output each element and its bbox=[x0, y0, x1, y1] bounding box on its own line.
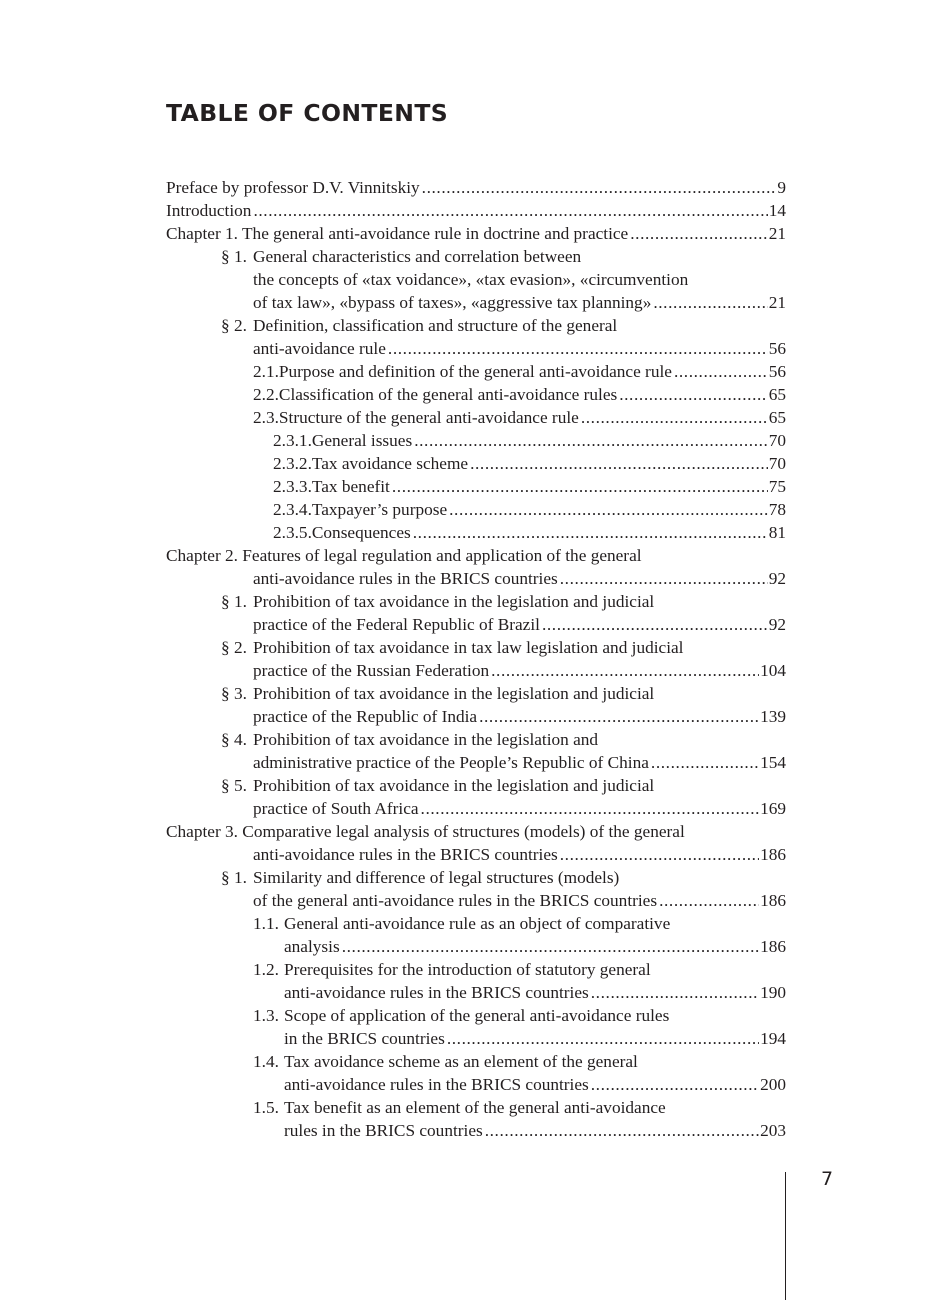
toc-entry-number: 2.3.3. bbox=[273, 477, 312, 496]
toc-entry-title: in the BRICS countries bbox=[284, 1029, 445, 1048]
toc-entry-line bbox=[253, 383, 786, 406]
toc-entry-title: Prohibition of tax avoidance in the legislation and judicial bbox=[253, 776, 655, 795]
toc-entry-line bbox=[221, 705, 786, 728]
toc-entry-line bbox=[253, 1027, 786, 1050]
toc-entry[interactable] bbox=[166, 958, 786, 1004]
toc-entry[interactable] bbox=[166, 1096, 786, 1142]
toc-entry-title: Definition, classification and structure of the general bbox=[253, 316, 618, 335]
page-margin-rule bbox=[785, 1172, 786, 1300]
toc-entry-line bbox=[273, 521, 786, 544]
toc-entry-title: Scope of application of the general anti-avoidance rules bbox=[284, 1006, 670, 1025]
dot-leader bbox=[449, 498, 768, 521]
toc-entry-number: 2.3.2. bbox=[273, 454, 312, 473]
dot-leader bbox=[491, 659, 759, 682]
toc-entry-title: General issues bbox=[311, 431, 413, 450]
toc-entry[interactable] bbox=[166, 406, 786, 429]
toc-entry-number: 2.2. bbox=[253, 385, 279, 404]
toc-entry-page: 21 bbox=[768, 224, 786, 243]
toc-entry-line bbox=[253, 1050, 786, 1073]
dot-leader bbox=[388, 337, 768, 360]
toc-entry-title: administrative practice of the People’s Republic of China bbox=[253, 753, 649, 772]
toc-entry-page: 186 bbox=[760, 937, 786, 956]
toc-entry-title: practice of the Federal Republic of Brazil bbox=[253, 615, 540, 634]
toc-entry-line bbox=[273, 452, 786, 475]
toc-entry-page: 186 bbox=[760, 845, 786, 864]
toc-entry[interactable] bbox=[166, 498, 786, 521]
toc-entry[interactable] bbox=[166, 866, 786, 912]
dot-leader bbox=[253, 199, 767, 222]
toc-entry-line bbox=[253, 981, 786, 1004]
toc-entry[interactable] bbox=[166, 452, 786, 475]
toc-entry-title: practice of the Russian Federation bbox=[253, 661, 490, 680]
toc-entry[interactable] bbox=[166, 820, 786, 866]
toc-entry-title: Chapter 2. Features of legal regulation and application of the general bbox=[166, 546, 642, 565]
toc-entry-line bbox=[166, 176, 786, 199]
toc-entry-line bbox=[273, 475, 786, 498]
toc-entry-page: 186 bbox=[760, 891, 786, 910]
toc-entry-title: Similarity and difference of legal structures (models) bbox=[253, 868, 620, 887]
dot-leader bbox=[414, 429, 768, 452]
dot-leader bbox=[447, 1027, 759, 1050]
toc-entry-page: 200 bbox=[760, 1075, 786, 1094]
toc-entry-page: 70 bbox=[768, 431, 786, 450]
toc-entry-page: 169 bbox=[760, 799, 786, 818]
dot-leader bbox=[674, 360, 768, 383]
toc-entry-title: anti-avoidance rules in the BRICS countries bbox=[284, 983, 589, 1002]
toc-entry[interactable] bbox=[166, 1050, 786, 1096]
toc-entry-title: Tax avoidance scheme bbox=[311, 454, 469, 473]
toc-entry-line bbox=[221, 590, 786, 613]
dot-leader bbox=[479, 705, 759, 728]
toc-entry[interactable] bbox=[166, 245, 786, 314]
toc-entry[interactable] bbox=[166, 590, 786, 636]
dot-leader bbox=[630, 222, 767, 245]
toc-entry-line bbox=[221, 314, 786, 337]
toc-entry-page: 203 bbox=[760, 1121, 786, 1140]
toc-entry-title: anti-avoidance rules in the BRICS countries bbox=[253, 569, 558, 588]
toc-entry-title: of tax law», «bypass of taxes», «aggressive tax planning» bbox=[253, 293, 652, 312]
toc-entry-page: 139 bbox=[760, 707, 786, 726]
toc-entry-line bbox=[253, 1119, 786, 1142]
toc-entry-line bbox=[221, 889, 786, 912]
toc-entry-page: 104 bbox=[760, 661, 786, 680]
toc-entry-title: General anti-avoidance rule as an object of comparative bbox=[284, 914, 671, 933]
toc-entry-line bbox=[273, 498, 786, 521]
toc-entry-title: Prohibition of tax avoidance in the legislation and judicial bbox=[253, 592, 655, 611]
toc-entry-line bbox=[253, 1004, 786, 1027]
toc-entry-line bbox=[221, 659, 786, 682]
toc-entry-line bbox=[166, 222, 786, 245]
toc-entry-line bbox=[221, 291, 786, 314]
toc-entry-number: § 2. bbox=[221, 316, 247, 335]
dot-leader bbox=[560, 843, 759, 866]
toc-entry-line bbox=[253, 1073, 786, 1096]
toc-entry-line bbox=[253, 935, 786, 958]
toc-entry-line bbox=[221, 636, 786, 659]
toc-entry-number: 2.3.1. bbox=[273, 431, 312, 450]
toc-entry-number: 2.3.4. bbox=[273, 500, 312, 519]
toc-entry-title: Tax avoidance scheme as an element of the general bbox=[284, 1052, 638, 1071]
toc-entry-line bbox=[221, 866, 786, 889]
dot-leader bbox=[659, 889, 759, 912]
toc-entry-page: 21 bbox=[768, 293, 786, 312]
toc-entry-title: Structure of the general anti-avoidance rule bbox=[278, 408, 579, 427]
toc-entry-line bbox=[221, 682, 786, 705]
toc-entry-number: § 2. bbox=[221, 638, 247, 657]
toc-entry-line bbox=[253, 1096, 786, 1119]
dot-leader bbox=[470, 452, 768, 475]
toc-entry-number: § 1. bbox=[221, 592, 247, 611]
toc-entry-page: 92 bbox=[768, 615, 786, 634]
toc-entry[interactable] bbox=[166, 383, 786, 406]
toc-entry-title: Preface by professor D.V. Vinnitskiy bbox=[166, 178, 420, 197]
toc-entry-title: anti-avoidance rules in the BRICS countries bbox=[253, 845, 558, 864]
toc-entry-page: 56 bbox=[768, 339, 786, 358]
toc-entry[interactable] bbox=[166, 544, 786, 590]
toc-entry-title: Purpose and definition of the general anti-avoidance rule bbox=[278, 362, 672, 381]
toc-entry-line bbox=[221, 797, 786, 820]
toc-entry[interactable] bbox=[166, 176, 786, 199]
dot-leader bbox=[591, 981, 759, 1004]
toc-entry-title: Prohibition of tax avoidance in tax law legislation and judicial bbox=[253, 638, 684, 657]
toc-entry-page: 75 bbox=[768, 477, 786, 496]
toc-entry[interactable] bbox=[166, 1004, 786, 1050]
toc-entry-line bbox=[221, 268, 786, 291]
toc-entry[interactable] bbox=[166, 682, 786, 728]
toc-entry-page: 56 bbox=[768, 362, 786, 381]
toc-entry-line bbox=[253, 958, 786, 981]
dot-leader bbox=[485, 1119, 759, 1142]
dot-leader bbox=[581, 406, 768, 429]
toc-entry-title: Chapter 3. Comparative legal analysis of structures (models) of the general bbox=[166, 822, 685, 841]
toc-entry-number: 2.1. bbox=[253, 362, 279, 381]
dot-leader bbox=[651, 751, 759, 774]
toc-entry-line bbox=[221, 613, 786, 636]
toc-entry[interactable] bbox=[166, 728, 786, 774]
dot-leader bbox=[560, 567, 768, 590]
toc-entry-number: § 1. bbox=[221, 868, 247, 887]
toc-entry-line bbox=[273, 429, 786, 452]
toc-entry-number: § 1. bbox=[221, 247, 247, 266]
toc-entry-title: analysis bbox=[284, 937, 340, 956]
page-title: TABLE OF CONTENTS bbox=[166, 99, 449, 127]
dot-leader bbox=[619, 383, 768, 406]
dot-leader bbox=[413, 521, 768, 544]
toc-entry-title: anti-avoidance rules in the BRICS countries bbox=[284, 1075, 589, 1094]
toc-entry-number: 2.3. bbox=[253, 408, 279, 427]
toc-entry[interactable] bbox=[166, 314, 786, 360]
toc-entry-page: 194 bbox=[760, 1029, 786, 1048]
toc-entry[interactable] bbox=[166, 222, 786, 245]
toc-entry[interactable] bbox=[166, 199, 786, 222]
toc-entry-line bbox=[221, 751, 786, 774]
dot-leader bbox=[342, 935, 759, 958]
toc-entry-title: practice of the Republic of India bbox=[253, 707, 478, 726]
toc-entry-page: 78 bbox=[768, 500, 786, 519]
toc-entry-title: General characteristics and correlation between bbox=[253, 247, 582, 266]
dot-leader bbox=[653, 291, 767, 314]
toc-entry-line bbox=[166, 199, 786, 222]
toc-entry-number: 1.3. bbox=[253, 1006, 279, 1025]
toc-entry-page: 154 bbox=[760, 753, 786, 772]
toc-entry-line bbox=[166, 843, 786, 866]
toc-entry-page: 65 bbox=[768, 408, 786, 427]
toc-entry[interactable] bbox=[166, 636, 786, 682]
toc-entry-title: Prohibition of tax avoidance in the legislation and bbox=[253, 730, 599, 749]
toc-entry-number: 1.2. bbox=[253, 960, 279, 979]
dot-leader bbox=[392, 475, 768, 498]
toc-entry-line bbox=[253, 912, 786, 935]
dot-leader bbox=[591, 1073, 759, 1096]
toc-entry-number: 1.1. bbox=[253, 914, 279, 933]
toc-entry-line bbox=[166, 820, 786, 843]
toc-entry-number: § 4. bbox=[221, 730, 247, 749]
toc-entry[interactable] bbox=[166, 429, 786, 452]
toc-entry-line bbox=[253, 406, 786, 429]
toc-entry-line bbox=[166, 567, 786, 590]
toc-entry[interactable] bbox=[166, 912, 786, 958]
toc-entry-title: Chapter 1. The general anti-avoidance rule in doctrine and practice bbox=[166, 224, 629, 243]
toc-entry-line bbox=[221, 245, 786, 268]
toc-entry[interactable] bbox=[166, 475, 786, 498]
toc-entry-number: 1.5. bbox=[253, 1098, 279, 1117]
table-of-contents bbox=[166, 176, 786, 1142]
toc-entry-page: 9 bbox=[777, 178, 786, 197]
toc-entry-number: 1.4. bbox=[253, 1052, 279, 1071]
toc-entry[interactable] bbox=[166, 774, 786, 820]
toc-entry-title: Classification of the general anti-avoidance rules bbox=[278, 385, 618, 404]
toc-entry-number: 2.3.5. bbox=[273, 523, 312, 542]
dot-leader bbox=[422, 176, 777, 199]
toc-entry-page: 190 bbox=[760, 983, 786, 1002]
toc-entry-title: Tax benefit bbox=[311, 477, 390, 496]
toc-entry-title: practice of South Africa bbox=[253, 799, 419, 818]
toc-entry-line bbox=[253, 360, 786, 383]
toc-entry-title: Taxpayer’s purpose bbox=[311, 500, 448, 519]
toc-entry-number: § 3. bbox=[221, 684, 247, 703]
toc-entry-page: 70 bbox=[768, 454, 786, 473]
toc-entry-page: 81 bbox=[768, 523, 786, 542]
toc-entry-page: 65 bbox=[768, 385, 786, 404]
toc-entry-line bbox=[166, 544, 786, 567]
toc-entry[interactable] bbox=[166, 360, 786, 383]
toc-entry-number: § 5. bbox=[221, 776, 247, 795]
toc-entry-line bbox=[221, 728, 786, 751]
toc-entry-title: Introduction bbox=[166, 201, 252, 220]
dot-leader bbox=[421, 797, 760, 820]
dot-leader bbox=[542, 613, 768, 636]
toc-entry-title: rules in the BRICS countries bbox=[284, 1121, 483, 1140]
toc-entry-title: the concepts of «tax voidance», «tax evasion», «circumvention bbox=[253, 270, 689, 289]
toc-entry-title: Consequences bbox=[311, 523, 411, 542]
page-number: 7 bbox=[821, 1168, 834, 1190]
toc-entry-line bbox=[221, 337, 786, 360]
toc-entry-page: 92 bbox=[768, 569, 786, 588]
toc-entry-title: Prohibition of tax avoidance in the legislation and judicial bbox=[253, 684, 655, 703]
toc-entry-page: 14 bbox=[768, 201, 786, 220]
toc-entry[interactable] bbox=[166, 521, 786, 544]
toc-entry-title: of the general anti-avoidance rules in the BRICS countries bbox=[253, 891, 658, 910]
toc-entry-line bbox=[221, 774, 786, 797]
toc-entry-title: Prerequisites for the introduction of statutory general bbox=[284, 960, 651, 979]
toc-entry-title: anti-avoidance rule bbox=[253, 339, 386, 358]
toc-entry-title: Tax benefit as an element of the general anti-avoidance bbox=[284, 1098, 666, 1117]
